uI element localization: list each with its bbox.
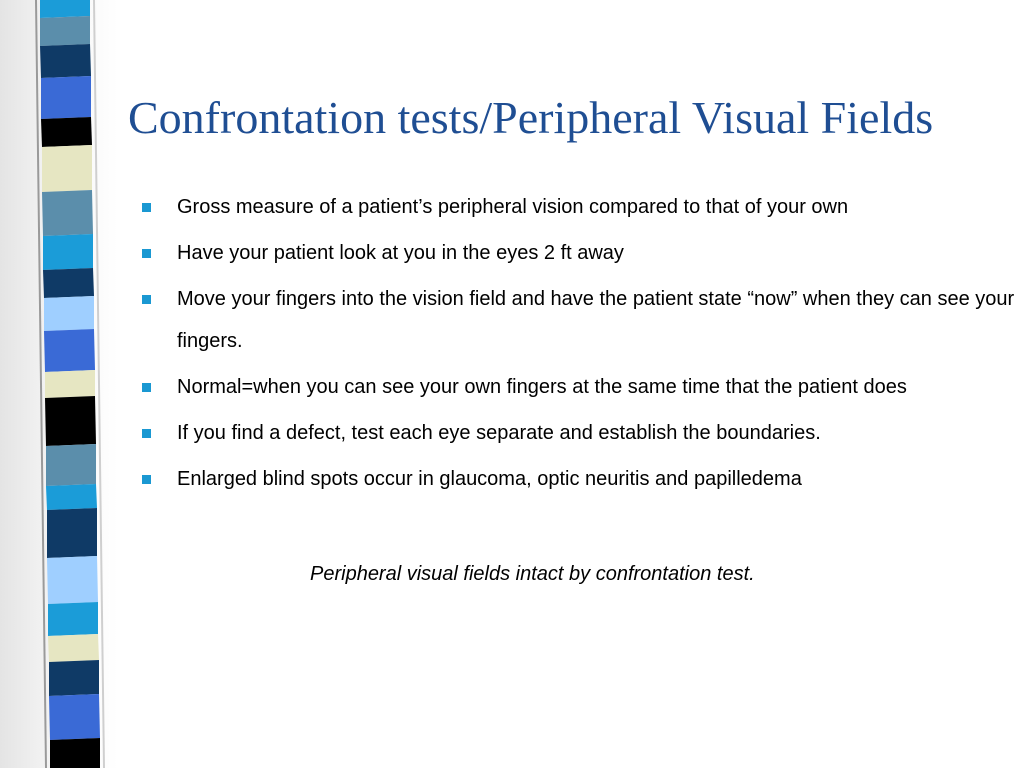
bullet-text: If you find a defect, test each eye separate and establish the boundaries. bbox=[177, 422, 821, 444]
stripe-block bbox=[41, 117, 92, 147]
stripe-block bbox=[47, 508, 97, 558]
stripe-block bbox=[50, 738, 100, 768]
square-bullet-icon bbox=[142, 429, 151, 438]
stripe-block bbox=[45, 396, 96, 446]
stripe-block bbox=[49, 694, 100, 740]
stripe-block bbox=[47, 556, 98, 604]
stripe-block bbox=[49, 660, 99, 696]
list-item bbox=[140, 186, 1020, 228]
bullet-text: Normal=when you can see your own fingers at the same time that the patient does bbox=[177, 376, 907, 398]
stripe-block bbox=[42, 190, 93, 236]
slide-title: Confrontation tests/Peripheral Visual Fields bbox=[128, 92, 934, 143]
list-item bbox=[140, 232, 1020, 274]
list-item bbox=[140, 458, 1020, 500]
list-item bbox=[140, 278, 1020, 362]
square-bullet-icon bbox=[142, 295, 151, 304]
italic-note: Peripheral visual fields intact by confrontation test. bbox=[310, 563, 755, 585]
bullet-text: Move your fingers into the vision field and have the patient state “now” when they can see your fingers. bbox=[177, 288, 1015, 352]
stripe-block bbox=[40, 44, 91, 78]
stripe-block bbox=[42, 145, 92, 192]
stripe-block bbox=[46, 444, 96, 486]
stripe-block bbox=[48, 602, 98, 636]
bullet-list bbox=[140, 186, 1020, 504]
stripe-block bbox=[48, 634, 99, 662]
stripe-block bbox=[44, 296, 94, 331]
decorative-stripe-column bbox=[0, 0, 118, 768]
stripe-block bbox=[43, 234, 93, 270]
stripe-block bbox=[45, 370, 95, 398]
stripe-block bbox=[40, 16, 90, 46]
bullet-text: Gross measure of a patient’s peripheral vision compared to that of your own bbox=[177, 196, 849, 218]
list-item bbox=[140, 412, 1020, 454]
stripe-block bbox=[44, 329, 95, 372]
square-bullet-icon bbox=[142, 475, 151, 484]
stripe-block bbox=[43, 268, 94, 298]
bullet-text: Enlarged blind spots occur in glaucoma, optic neuritis and papilledema bbox=[177, 468, 802, 490]
stripe-blocks bbox=[40, 0, 100, 768]
bullet-text: Have your patient look at you in the eyes 2 ft away bbox=[177, 242, 624, 264]
square-bullet-icon bbox=[142, 249, 151, 258]
stripe-block bbox=[40, 0, 90, 18]
square-bullet-icon bbox=[142, 203, 151, 212]
list-item bbox=[140, 366, 1020, 408]
square-bullet-icon bbox=[142, 383, 151, 392]
stripe-block bbox=[41, 76, 91, 119]
stripe-block bbox=[46, 484, 97, 510]
